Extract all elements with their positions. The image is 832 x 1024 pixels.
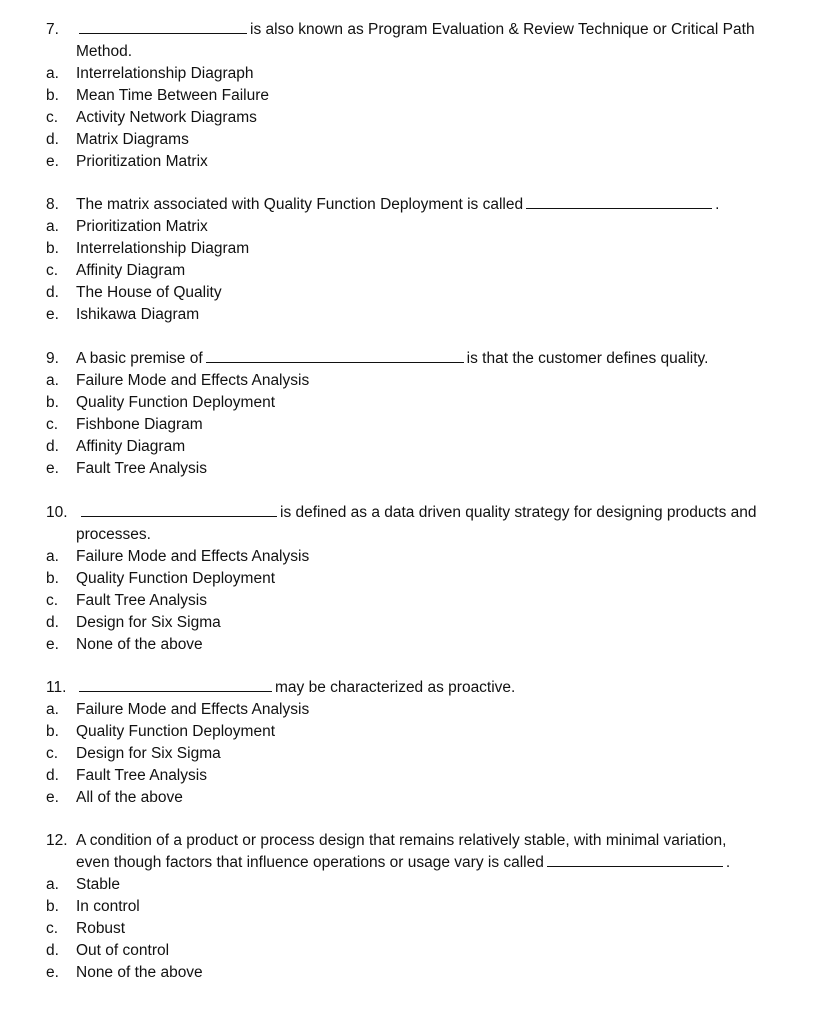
option-b[interactable] (46, 568, 816, 590)
option-text: Quality Function Deployment (76, 394, 276, 411)
option-d[interactable] (46, 612, 816, 634)
option-text: Mean Time Between Failure (76, 87, 269, 104)
option-d[interactable] (46, 436, 816, 458)
answer-blank[interactable] (526, 194, 712, 209)
option-letter: b. (46, 898, 59, 915)
question-text: is also known as Program Evaluation & Review Technique or Critical Path (250, 21, 755, 38)
question-text: A basic premise of (76, 350, 203, 367)
question-stem (46, 830, 816, 852)
option-letter: b. (46, 723, 59, 740)
option-letter: e. (46, 153, 59, 170)
option-b[interactable] (46, 85, 816, 107)
question-stem (46, 348, 816, 370)
question-12 (46, 830, 816, 984)
option-c[interactable] (46, 107, 816, 129)
option-list (46, 546, 816, 656)
question-10 (46, 502, 816, 656)
option-a[interactable] (46, 699, 816, 721)
option-text: The House of Quality (76, 284, 222, 301)
option-list (46, 874, 816, 984)
option-text: Affinity Diagram (76, 262, 186, 279)
option-list (46, 370, 816, 480)
option-letter: e. (46, 306, 59, 323)
option-a[interactable] (46, 874, 816, 896)
option-letter: a. (46, 372, 59, 389)
option-d[interactable] (46, 940, 816, 962)
question-stem (46, 677, 816, 699)
option-text: All of the above (76, 789, 183, 806)
option-a[interactable] (46, 370, 816, 392)
option-letter: c. (46, 416, 59, 433)
question-number: 12. (46, 832, 68, 849)
option-c[interactable] (46, 918, 816, 940)
option-letter: b. (46, 240, 59, 257)
option-e[interactable] (46, 304, 816, 326)
option-letter: d. (46, 131, 59, 148)
option-text: Fault Tree Analysis (76, 592, 207, 609)
question-text: is defined as a data driven quality strategy for designing products and (280, 504, 757, 521)
option-e[interactable] (46, 151, 816, 173)
option-letter: e. (46, 964, 59, 981)
option-letter: e. (46, 636, 59, 653)
option-text: Fishbone Diagram (76, 416, 203, 433)
question-number: 9. (46, 350, 59, 367)
answer-blank[interactable] (547, 852, 723, 867)
option-letter: e. (46, 789, 59, 806)
option-letter: b. (46, 87, 59, 104)
option-letter: d. (46, 284, 59, 301)
option-e[interactable] (46, 787, 816, 809)
question-text: A condition of a product or process design that remains relatively stable, with minimal variation, (76, 832, 727, 849)
question-number: 11. (46, 679, 67, 696)
option-letter: c. (46, 262, 59, 279)
option-text: Fault Tree Analysis (76, 460, 207, 477)
option-text: Failure Mode and Effects Analysis (76, 372, 310, 389)
option-letter: a. (46, 701, 59, 718)
question-11 (46, 677, 816, 809)
option-letter: d. (46, 767, 59, 784)
option-b[interactable] (46, 896, 816, 918)
option-letter: a. (46, 65, 59, 82)
option-letter: a. (46, 876, 59, 893)
option-text: Design for Six Sigma (76, 745, 221, 762)
option-c[interactable] (46, 414, 816, 436)
option-text: Interrelationship Diagraph (76, 65, 254, 82)
question-text-continued: Method. (76, 43, 133, 60)
question-text-continued: processes. (76, 526, 151, 543)
option-a[interactable] (46, 63, 816, 85)
option-text: Stable (76, 876, 120, 893)
question-text: may be characterized as proactive. (275, 679, 516, 696)
question-number: 10. (46, 504, 68, 521)
question-text-end: . (725, 854, 731, 871)
option-d[interactable] (46, 765, 816, 787)
option-letter: e. (46, 460, 59, 477)
question-stem-continued (46, 852, 816, 874)
question-stem (46, 194, 816, 216)
option-text: None of the above (76, 964, 203, 981)
option-a[interactable] (46, 546, 816, 568)
option-letter: a. (46, 548, 59, 565)
option-text: Out of control (76, 942, 170, 959)
option-text: In control (76, 898, 140, 915)
option-text: Failure Mode and Effects Analysis (76, 548, 310, 565)
option-d[interactable] (46, 282, 816, 304)
option-letter: c. (46, 592, 59, 609)
option-text: Interrelationship Diagram (76, 240, 250, 257)
option-text: None of the above (76, 636, 203, 653)
option-c[interactable] (46, 743, 816, 765)
question-stem (46, 19, 816, 41)
option-text: Robust (76, 920, 126, 937)
question-number: 7. (46, 21, 59, 38)
option-letter: c. (46, 745, 59, 762)
question-stem (46, 502, 816, 524)
question-9 (46, 348, 816, 480)
option-letter: a. (46, 218, 59, 235)
option-text: Ishikawa Diagram (76, 306, 200, 323)
option-list (46, 63, 816, 173)
option-text: Design for Six Sigma (76, 614, 221, 631)
option-text: Affinity Diagram (76, 438, 186, 455)
option-letter: d. (46, 942, 59, 959)
option-b[interactable] (46, 392, 816, 414)
option-list (46, 699, 816, 809)
option-text: Quality Function Deployment (76, 723, 276, 740)
option-list (46, 216, 816, 326)
question-8 (46, 194, 816, 326)
answer-blank[interactable] (81, 502, 277, 517)
answer-blank[interactable] (79, 19, 247, 34)
option-c[interactable] (46, 590, 816, 612)
question-text-end: is that the customer defines quality. (466, 350, 709, 367)
question-text-continued: even though factors that influence operations or usage vary is called (76, 854, 544, 871)
option-b[interactable] (46, 238, 816, 260)
option-letter: d. (46, 438, 59, 455)
option-letter: b. (46, 570, 59, 587)
option-e[interactable] (46, 962, 816, 984)
option-text: Prioritization Matrix (76, 218, 208, 235)
option-letter: d. (46, 614, 59, 631)
option-text: Failure Mode and Effects Analysis (76, 701, 310, 718)
option-letter: c. (46, 920, 59, 937)
option-letter: c. (46, 109, 59, 126)
answer-blank[interactable] (206, 348, 464, 363)
option-c[interactable] (46, 260, 816, 282)
option-a[interactable] (46, 216, 816, 238)
option-text: Quality Function Deployment (76, 570, 276, 587)
option-b[interactable] (46, 721, 816, 743)
option-text: Matrix Diagrams (76, 131, 189, 148)
question-number: 8. (46, 196, 59, 213)
question-7 (46, 19, 816, 173)
option-d[interactable] (46, 129, 816, 151)
option-text: Fault Tree Analysis (76, 767, 207, 784)
option-e[interactable] (46, 634, 816, 656)
question-text-end: . (715, 196, 720, 213)
option-e[interactable] (46, 458, 816, 480)
option-text: Activity Network Diagrams (76, 109, 257, 126)
option-letter: b. (46, 394, 59, 411)
question-text: The matrix associated with Quality Function Deployment is called (76, 196, 524, 213)
answer-blank[interactable] (79, 677, 272, 692)
option-text: Prioritization Matrix (76, 153, 208, 170)
